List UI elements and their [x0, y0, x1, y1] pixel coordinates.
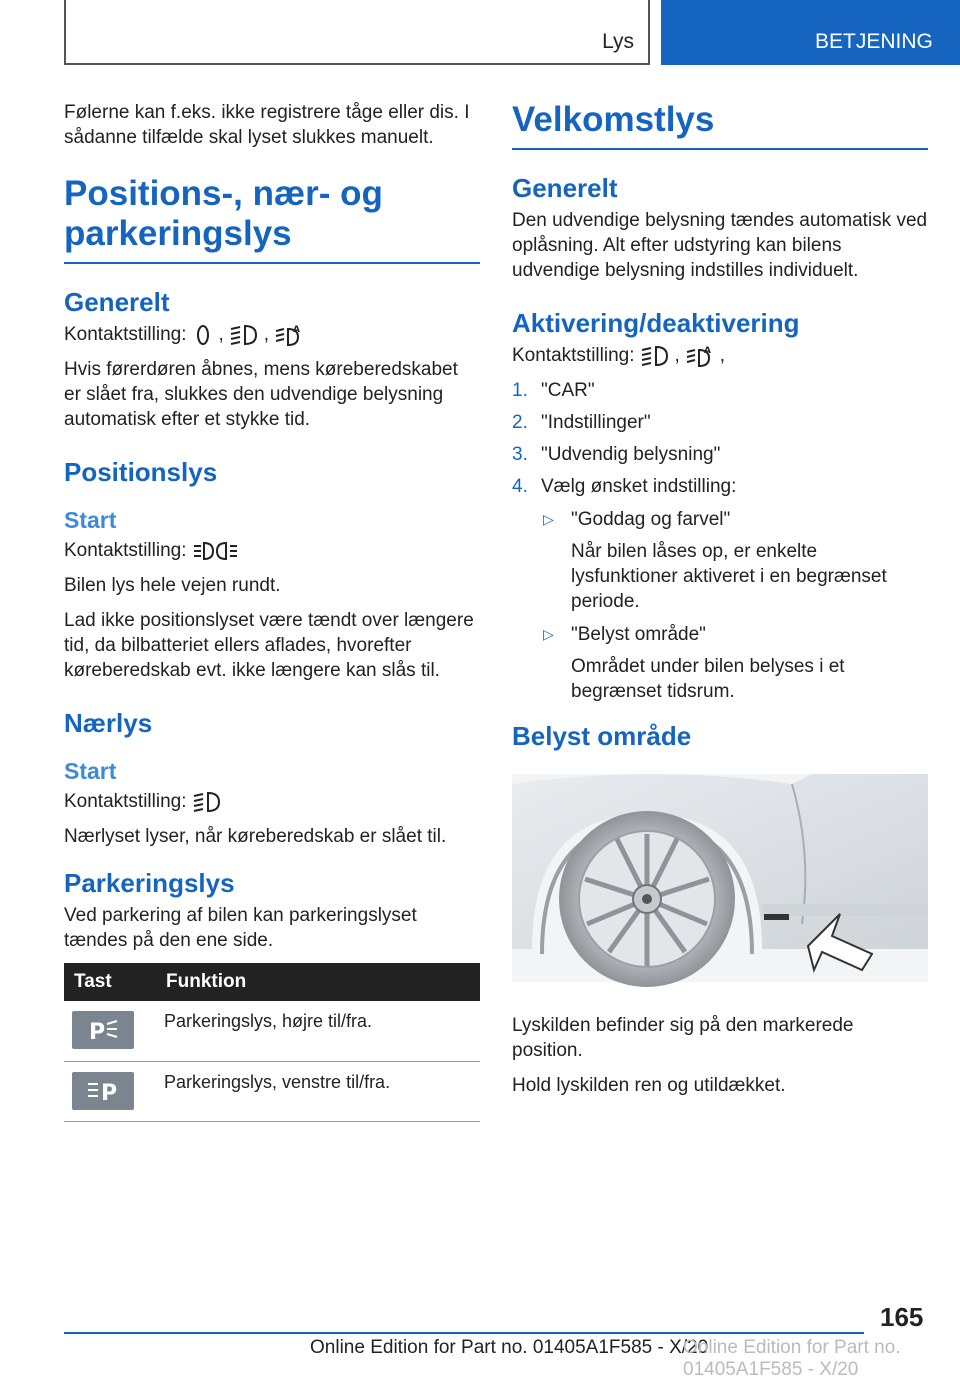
ignition-state-line [64, 789, 480, 814]
list-item: 4. Vælg ønsket indstilling: ▷ "Goddag og farvel" Når bilen låses op, er enkelte lysfunktioner aktiveret i en begrænset periode. ▷ "Belyst område" Området under bilen belyses i et begrænset tidsrum. [512, 474, 928, 704]
low-beam-icon [640, 344, 670, 368]
function-text: Parkeringslys, venstre til/fra. [156, 1061, 480, 1121]
footer-divider [64, 1332, 864, 1334]
ignition-off-icon [192, 323, 214, 347]
triangle-bullet-icon: ▷ [543, 511, 554, 527]
auto-headlight-icon [685, 344, 715, 368]
kontakt-label: Kontaktstilling: [64, 791, 187, 812]
list-item: 3. "Udvendig belysning" [512, 444, 721, 465]
svg-text:P: P [101, 1080, 118, 1106]
table-row [64, 1001, 480, 1061]
intro-text: Følerne kan f.eks. ikke registrere tåge eller dis. I sådanne tilfælde skal lyset slukkes manuelt. [64, 102, 470, 148]
parking-light-left-icon [72, 1072, 134, 1110]
right-column [512, 100, 928, 1108]
function-text: Parkeringslys, højre til/fra. [156, 1001, 480, 1061]
kontakt-label: Kontaktstilling: [64, 324, 187, 345]
options-list [541, 507, 928, 704]
ignition-state-line: Kontaktstilling: , , A [64, 322, 480, 347]
header-section-box [64, 0, 650, 65]
parking-lights-icon [192, 539, 240, 563]
heading-aktivering: Aktivering/deaktivering [512, 308, 800, 338]
car-wheel-illustration [512, 774, 928, 982]
list-item: ▷ "Belyst område" Området under bilen belyses i et begrænset tidsrum. [543, 624, 845, 702]
kontakt-label: Kontaktstilling: [64, 540, 187, 561]
ignition-state-line: Kontaktstilling: , A , [512, 345, 726, 366]
heading-naerlys: Nærlys [64, 708, 153, 738]
heading-parkeringslys: Parkeringslys [64, 868, 235, 898]
parking-text: Ved parkering af bilen kan parkeringslyset tændes på den ene side. [64, 905, 417, 951]
belyst-text-1: Lyskilden befinder sig på den markerede position. [512, 1015, 854, 1061]
steps-list [512, 378, 928, 704]
triangle-bullet-icon: ▷ [543, 626, 554, 642]
section-title: Lys [602, 30, 634, 53]
svg-text:P: P [89, 1020, 106, 1045]
heading-belyst-omraade: Belyst område [512, 721, 692, 751]
section-heading-position-lights: Positions-, nær- og parkeringslys [64, 174, 480, 264]
ignition-state-line [64, 538, 480, 563]
auto-headlight-icon [274, 323, 304, 347]
heading-generelt-welcome: Generelt [512, 173, 618, 203]
watermark-text: Online Edition for Part no. 01405A1F585 - X/20 [683, 1337, 901, 1380]
heading-positionslys: Positionslys [64, 457, 218, 487]
parking-light-right-icon [72, 1011, 134, 1049]
header-chapter-box [661, 0, 960, 65]
low-beam-icon [229, 323, 259, 347]
lowbeam-text: Nærlyset lyser, når køreberedskab er slået til. [64, 826, 447, 847]
page-number: 165 [880, 1302, 924, 1332]
edition-text: Online Edition for Part no. 01405A1F585 - X/20 [310, 1337, 709, 1358]
list-item: ▷ "Goddag og farvel" Når bilen låses op, er enkelte lysfunktioner aktiveret i en begrænset periode. [543, 509, 887, 612]
table-row [64, 1061, 480, 1121]
position-text-2: Lad ikke positionslyset være tændt over længere tid, da bilbatteriet ellers aflades, hvorefter køreberedskab evt. ikke længere kan slås til. [64, 610, 474, 681]
col-header-key: Tast [64, 963, 156, 1001]
left-column [64, 100, 480, 1122]
col-header-function: Funktion [156, 963, 480, 1001]
svg-text:A: A [293, 324, 301, 335]
belyst-text-2: Hold lyskilden ren og utildækket. [512, 1075, 786, 1096]
position-text-1: Bilen lys hele vejen rundt. [64, 575, 281, 596]
svg-text:A: A [703, 345, 711, 356]
heading-generelt: Generelt [64, 287, 170, 317]
kontakt-label: Kontaktstilling: [512, 345, 635, 366]
subheading-start-lowbeam: Start [64, 758, 117, 784]
section-heading-welcome-light: Velkomstlys [512, 100, 928, 150]
low-beam-icon [192, 790, 222, 814]
list-item: 2. "Indstillinger" [512, 412, 651, 433]
chapter-title: BETJENING [815, 30, 933, 53]
parking-keys-table [64, 963, 480, 1122]
list-item: 1. "CAR" [512, 380, 595, 401]
welcome-generelt-text: Den udvendige belysning tændes automatisk ved oplåsning. Alt efter udstyring kan bilens udvendige belysning indstilles individuelt. [512, 210, 928, 281]
generelt-text: Hvis førerdøren åbnes, mens køreberedskabet er slået fra, slukkes den udvendige belysning automatisk efter et stykke tid. [64, 359, 458, 430]
subheading-start-position: Start [64, 507, 117, 533]
